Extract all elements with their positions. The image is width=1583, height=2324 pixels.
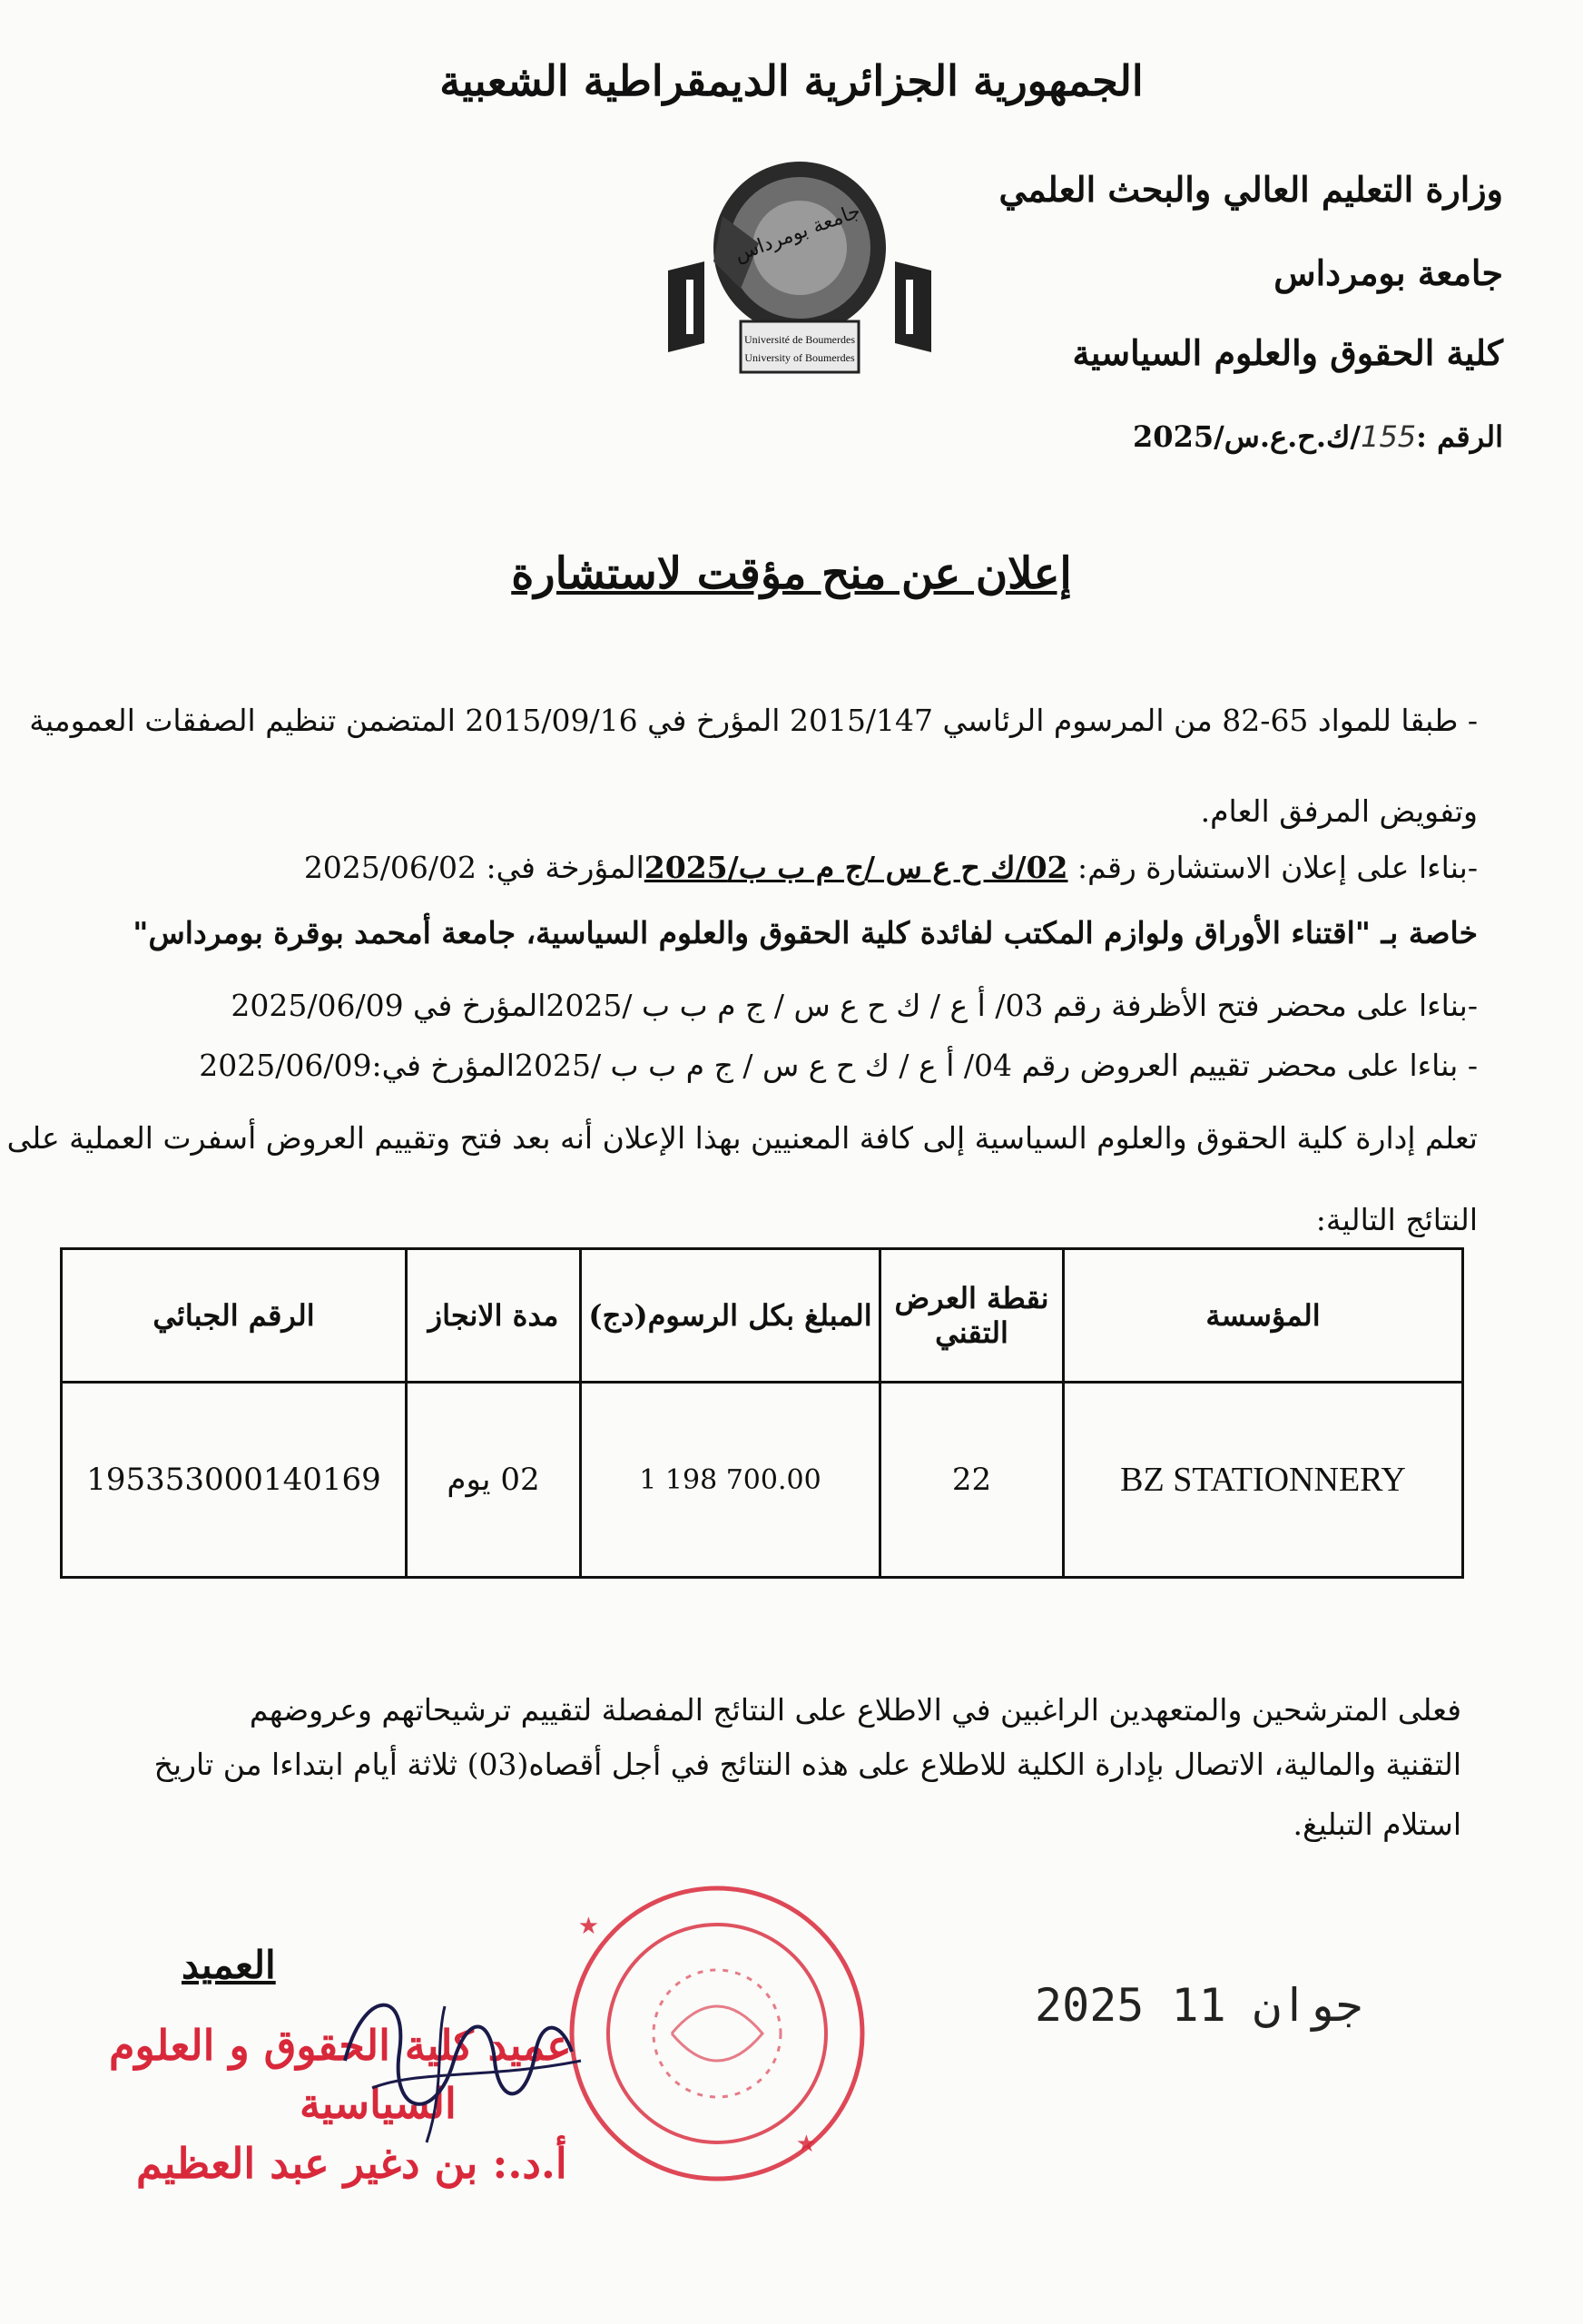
cell-tax-id: 195353000140169 — [62, 1383, 407, 1578]
header-score: نقطة العرض التقني — [880, 1249, 1064, 1383]
document-title: إعلان عن منح مؤقت لاستشارة — [511, 548, 1072, 599]
dean-label: العميد — [182, 1943, 276, 1987]
cell-amount: 1 198 700.00 — [581, 1383, 880, 1578]
consultation-date: المؤرخة في: 2025/06/02 — [303, 850, 644, 885]
table-row — [62, 1383, 1463, 1578]
reference-number — [1133, 419, 1503, 454]
header-amount: المبلغ بكل الرسوم(دج) — [581, 1249, 880, 1383]
closing-line-1: فعلى المترشحين والمتعهدين الراغبين في الاطلاع على النتائج المفصلة لتقييم ترشيحاتهم وعروضهم — [249, 1692, 1461, 1728]
republic-heading: الجمهورية الجزائرية الديمقراطية الشعبية — [439, 56, 1144, 105]
paragraph-subject: خاصة بـ "اقتناء الأوراق ولوازم المكتب لفائدة كلية الحقوق والعلوم السياسية، جامعة أمحمد بوقرة بومرداس" — [133, 915, 1478, 950]
handwritten-signature — [309, 1952, 599, 2161]
paragraph-consultation-ref — [89, 848, 1478, 888]
handwritten-date: 2025 11 جوان — [1035, 1979, 1363, 2032]
reference-handwritten: 155 — [1361, 419, 1417, 454]
closing-line-2: التقنية والمالية، الاتصال بإدارة الكلية للاطلاع على هذه النتائج في أجل أقصاه(03) ثلاثة أيام ابتداءا من تاريخ — [153, 1747, 1461, 1782]
cell-duration: 02 يوم — [407, 1383, 581, 1578]
reference-label: الرقم : — [1416, 419, 1503, 454]
stamp-dean-title-cont: السياسية — [300, 2079, 457, 2128]
cell-score: 22 — [880, 1383, 1064, 1578]
paragraph-announcement-cont: النتائج التالية: — [1315, 1202, 1478, 1237]
consultation-number: 02/ك ح ع س /ج م ب ب/2025 — [644, 850, 1068, 885]
table-header-row — [62, 1249, 1463, 1383]
logo-english-text: University of Boumerdes — [744, 351, 855, 364]
paragraph-announcement: تعلم إدارة كلية الحقوق والعلوم السياسية إلى كافة المعنيين بهذا الإعلان أنه بعد فتح وتقييم العروض أسفرت العملية على — [6, 1120, 1478, 1156]
university-heading: جامعة بومرداس — [1273, 252, 1503, 293]
results-table — [60, 1247, 1464, 1579]
paragraph-opening-minutes: -بناءا على محضر فتح الأظرفة رقم 03/ أ ع / ك ح ع س / ج م ب ب /2025المؤرخ في 2025/06/09 — [231, 988, 1478, 1023]
stamp-dean-title: عميد كلية الحقوق و العلوم — [109, 2021, 572, 2070]
faculty-heading: كلية الحقوق والعلوم السياسية — [1072, 332, 1503, 373]
university-logo — [668, 162, 931, 376]
paragraph-legal-basis-cont: وتفويض المرفق العام. — [1200, 793, 1478, 829]
cell-company: BZ STATIONNERY — [1064, 1383, 1463, 1578]
consultation-intro: -بناءا على إعلان الاستشارة رقم: — [1067, 850, 1478, 885]
paragraph-legal-basis: - طبقا للمواد 65-82 من المرسوم الرئاسي 2015/147 المؤرخ في 2015/09/16 المتضمن تنظيم الصفقات العمومية — [29, 703, 1478, 738]
logo-french-text: Université de Boumerdes — [744, 333, 855, 346]
reference-suffix: /ك.ح.ع.س/2025 — [1133, 419, 1362, 454]
logo-arabic-text: جامعة بومرداس — [732, 200, 864, 267]
ministry-heading: وزارة التعليم العالي والبحث العلمي — [998, 169, 1503, 210]
svg-text:★: ★ — [795, 2131, 817, 2158]
paragraph-evaluation-minutes: - بناءا على محضر تقييم العروض رقم 04/ أ ع / ك ح ع س / ج م ب ب /2025المؤرخ في:2025/06/09 — [199, 1048, 1478, 1083]
svg-text:★: ★ — [577, 1913, 599, 1940]
header-tax-id: الرقم الجبائي — [62, 1249, 407, 1383]
official-stamp — [563, 1879, 871, 2188]
header-company: المؤسسة — [1064, 1249, 1463, 1383]
header-duration: مدة الانجاز — [407, 1249, 581, 1383]
closing-line-3: استلام التبليغ. — [1293, 1807, 1461, 1842]
stamp-dean-name: أ.د.: بن دغير عبد العظيم — [136, 2139, 567, 2188]
